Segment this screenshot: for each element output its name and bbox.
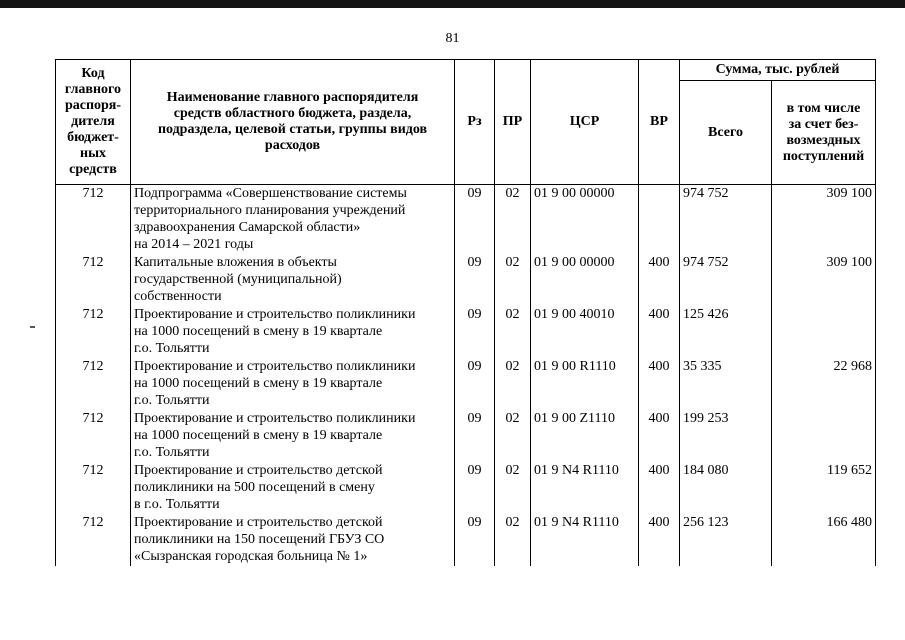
table-row	[56, 514, 876, 566]
header-pr: ПР	[495, 60, 531, 185]
row-grants: 119 652	[772, 462, 876, 514]
row-name	[131, 462, 455, 514]
row-name-line: Подпрограмма «Совершенствование системы	[134, 186, 407, 201]
row-rz: 09	[455, 462, 495, 514]
row-total: 256 123	[680, 514, 772, 566]
scan-top-border	[0, 0, 905, 8]
row-name-line: «Сызранская городская больница № 1»	[134, 548, 368, 564]
row-name	[131, 514, 455, 566]
row-csr: 01 9 00 40010	[531, 306, 639, 358]
row-name-line: Проектирование и строительство поликлиники	[134, 410, 416, 426]
row-name-line: государственной (муниципальной)	[134, 271, 342, 287]
row-pr: 02	[495, 410, 531, 462]
row-name-line: г.о. Тольятти	[134, 444, 210, 460]
row-total: 35 335	[680, 358, 772, 410]
header-sum: Сумма, тыс. рублей	[680, 60, 876, 81]
row-name-line: г.о. Тольятти	[134, 340, 210, 356]
row-pr: 02	[495, 254, 531, 306]
table-row	[56, 185, 876, 254]
row-name-line: Проектирование и строительство поликлиники	[134, 306, 416, 322]
row-grants	[772, 410, 876, 462]
row-code: 712	[56, 410, 131, 462]
row-grants: 309 100	[772, 185, 876, 254]
budget-table	[55, 59, 876, 566]
row-pr: 02	[495, 514, 531, 566]
row-csr: 01 9 N4 R1110	[531, 462, 639, 514]
row-total: 184 080	[680, 462, 772, 514]
row-pr: 02	[495, 358, 531, 410]
row-vr: 400	[639, 514, 680, 566]
row-vr: 400	[639, 306, 680, 358]
table-row	[56, 358, 876, 410]
row-csr: 01 9 00 00000	[531, 185, 639, 254]
row-name-line: поликлиники на 500 посещений в смену	[134, 479, 375, 495]
header-code: Код главного распоря- дителя бюджет- ных средств	[56, 60, 131, 185]
row-name	[131, 410, 455, 462]
row-name-line: в г.о. Тольятти	[134, 496, 220, 512]
row-pr: 02	[495, 185, 531, 254]
row-name-line: на 1000 посещений в смену в 19 квартале	[134, 375, 383, 391]
row-name-line: на 2014 – 2021 годы	[134, 237, 254, 252]
header-total: Всего	[680, 81, 772, 185]
row-name-line: на 1000 посещений в смену в 19 квартале	[134, 427, 383, 443]
row-csr: 01 9 N4 R1110	[531, 514, 639, 566]
row-total: 974 752	[680, 254, 772, 306]
row-name	[131, 185, 455, 254]
row-code: 712	[56, 358, 131, 410]
row-vr: 400	[639, 358, 680, 410]
row-vr: 400	[639, 254, 680, 306]
table-row	[56, 462, 876, 514]
row-csr: 01 9 00 R1110	[531, 358, 639, 410]
row-total: 199 253	[680, 410, 772, 462]
header-grants: в том числе за счет без- возмездных поступлений	[772, 81, 876, 185]
row-pr: 02	[495, 306, 531, 358]
row-code: 712	[56, 254, 131, 306]
scan-margin-mark	[30, 326, 35, 328]
row-vr: 400	[639, 462, 680, 514]
header-name: Наименование главного распорядителя средств областного бюджета, раздела, подраздела, целевой статьи, группы видов расходов	[131, 60, 455, 185]
row-name-line: на 1000 посещений в смену в 19 квартале	[134, 323, 383, 339]
row-name-line: Проектирование и строительство детской	[134, 462, 383, 478]
row-vr	[639, 185, 680, 254]
header-csr: ЦСР	[531, 60, 639, 185]
table-row	[56, 254, 876, 306]
row-csr: 01 9 00 Z1110	[531, 410, 639, 462]
table-row	[56, 410, 876, 462]
row-code: 712	[56, 462, 131, 514]
row-grants: 166 480	[772, 514, 876, 566]
row-name	[131, 254, 455, 306]
row-rz: 09	[455, 185, 495, 254]
row-total: 974 752	[680, 185, 772, 254]
row-rz: 09	[455, 358, 495, 410]
row-pr: 02	[495, 462, 531, 514]
row-name-line: г.о. Тольятти	[134, 392, 210, 408]
row-rz: 09	[455, 514, 495, 566]
row-rz: 09	[455, 410, 495, 462]
table-row	[56, 306, 876, 358]
row-grants	[772, 306, 876, 358]
row-name-line: здравоохранения Самарской области»	[134, 220, 361, 235]
row-grants: 309 100	[772, 254, 876, 306]
row-name-line: Проектирование и строительство детской	[134, 514, 383, 530]
row-name-line: собственности	[134, 288, 222, 304]
row-grants: 22 968	[772, 358, 876, 410]
row-name	[131, 358, 455, 410]
header-vr: ВР	[639, 60, 680, 185]
row-name-line: территориального планирования учреждений	[134, 203, 406, 218]
row-vr: 400	[639, 410, 680, 462]
row-name-line: Проектирование и строительство поликлиники	[134, 358, 416, 374]
row-code: 712	[56, 514, 131, 566]
row-name-line: поликлиники на 150 посещений ГБУЗ СО	[134, 531, 385, 547]
row-rz: 09	[455, 254, 495, 306]
row-code: 712	[56, 306, 131, 358]
row-code: 712	[56, 185, 131, 254]
row-name-line: Капитальные вложения в объекты	[134, 254, 337, 270]
page-number: 81	[445, 31, 460, 46]
row-rz: 09	[455, 306, 495, 358]
row-name	[131, 306, 455, 358]
header-rz: Рз	[455, 60, 495, 185]
row-csr: 01 9 00 00000	[531, 254, 639, 306]
row-total: 125 426	[680, 306, 772, 358]
